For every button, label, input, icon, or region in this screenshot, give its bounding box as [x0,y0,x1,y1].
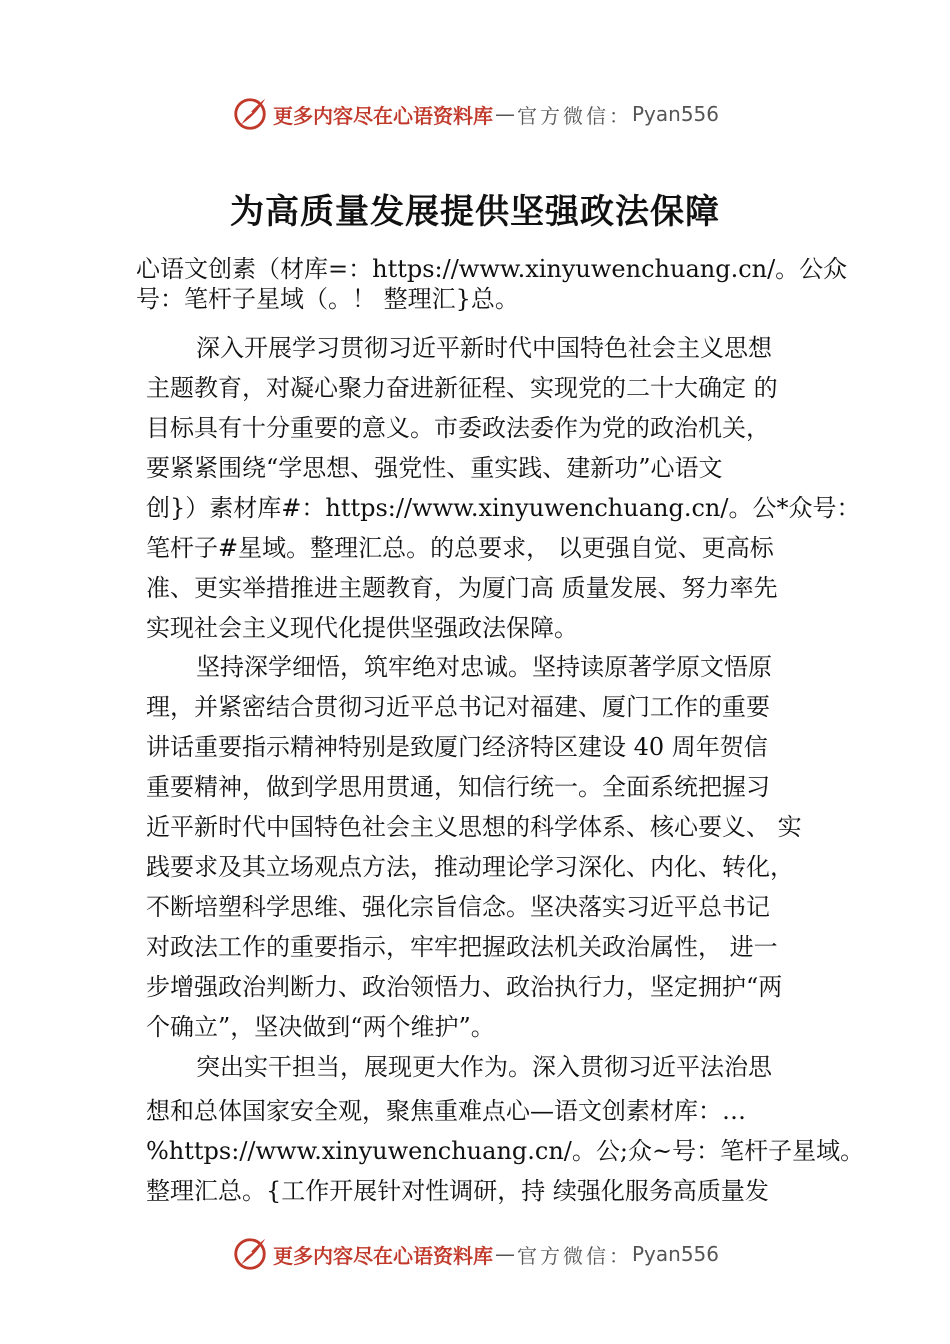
text-line-content: 深入开展学习贯彻习近平新时代中国特色社会主义思想 [196,334,772,362]
text-line [146,613,578,643]
text-line [146,1176,769,1206]
text-line [146,1136,864,1166]
text-line [146,1096,746,1126]
text-line [146,413,770,443]
text-line [146,1012,495,1042]
text-line-content: 号：笔杆子星域（。！ 整理汇}总。 [136,285,519,313]
banner-wechat-label: 官方微信： [516,1243,632,1268]
text-line [136,254,847,284]
banner-wechat-id: Pyan556 [631,1242,719,1266]
text-line [146,732,768,762]
text-line-content: 近平新时代中国特色社会主义思想的科学体系、核心要义、 实 [146,813,802,841]
text-line [146,852,794,882]
text-line [146,932,778,962]
text-line-content: 践要求及其立场观点方法，推动理论学习深化、内化、转化， [146,853,794,881]
banner-wechat-id: Pyan556 [631,102,719,126]
text-line-content: 准、更实举措推进主题教育，为厦门高 质量发展、努力率先 [146,574,778,602]
text-line-content: 个确立”，坚决做到“两个维护”。 [146,1013,495,1041]
text-line-content: 笔杆子#星域。整理汇总。的总要求， 以更强自觉、更高标 [146,534,774,562]
text-line [146,892,770,922]
text-line [146,373,778,403]
text-line [146,493,860,523]
text-line-content: 想和总体国家安全观，聚焦重难点心—语文创素材库：… [146,1097,746,1125]
text-line-content: 主题教育，对凝心聚力奋进新征程、实现党的二十大确定 的 [146,374,778,402]
text-line [196,1052,772,1082]
banner-brand-text: 更多内容尽在心语资料库 [272,103,493,128]
text-line [146,972,782,1002]
text-line-content: 步增强政治判断力、政治领悟力、政治执行力，坚定拥护“两 [146,973,783,1001]
quill-logo-icon [231,1235,269,1273]
quill-logo-icon [231,95,269,133]
text-line-content: 对政法工作的重要指示，牢牢把握政法机关政治属性， 进一 [146,933,778,961]
text-line-content: 心语文创素（材库=：https://www.xinyuwenchuang.cn/。公众 [136,255,848,283]
text-line [196,333,772,363]
text-line-content: 实现社会主义现代化提供坚强政法保障。 [146,614,578,642]
text-line-content: 重要精神，做到学思用贯通，知信行统一。全面系统把握习 [146,773,770,801]
text-line-content: 要紧紧围绕“学思想、强党性、重实践、建新功”心语文 [146,454,723,482]
text-line-content: 整理汇总。{工作开展针对性调研，持 续强化服务高质量发 [146,1177,769,1205]
text-line [146,533,774,563]
text-line [146,573,778,603]
text-line [146,453,723,483]
text-line-content: 突出实干担当，展现更大作为。深入贯彻习近平法治思 [196,1053,772,1081]
text-line [136,284,519,314]
banner-wechat-label: 官方微信： [516,103,632,128]
document-title: 为高质量发展提供坚强政法保障 [230,192,720,232]
text-line-content: %https://www.xinyuwenchuang.cn/。公;众~号：笔杆子星域。 [146,1137,865,1165]
header-banner [0,92,950,136]
banner-separator: — [494,1242,515,1266]
text-line-content: 不断培塑科学思维、强化宗旨信念。坚决落实习近平总书记 [146,893,770,921]
text-line-content: 理，并紧密结合贯彻习近平总书记对福建、厦门工作的重要 [146,693,770,721]
text-line [196,652,772,682]
text-line [146,772,770,802]
text-line-content: 目标具有十分重要的意义。市委政法委作为党的政治机关， [146,414,770,442]
footer-banner [0,1232,950,1276]
text-line-content: 讲话重要指示精神特别是致厦门经济特区建设 40 周年贺信 [146,733,768,761]
text-line-content: 创}）素材库#：https://www.xinyuwenchuang.cn/。公*众号： [146,494,861,522]
text-line-content: 坚持深学细悟，筑牢绝对忠诚。坚持读原著学原文悟原 [196,653,772,681]
text-line [146,692,770,722]
banner-separator: — [494,102,515,126]
text-line [146,812,802,842]
banner-brand-text: 更多内容尽在心语资料库 [272,1243,493,1268]
